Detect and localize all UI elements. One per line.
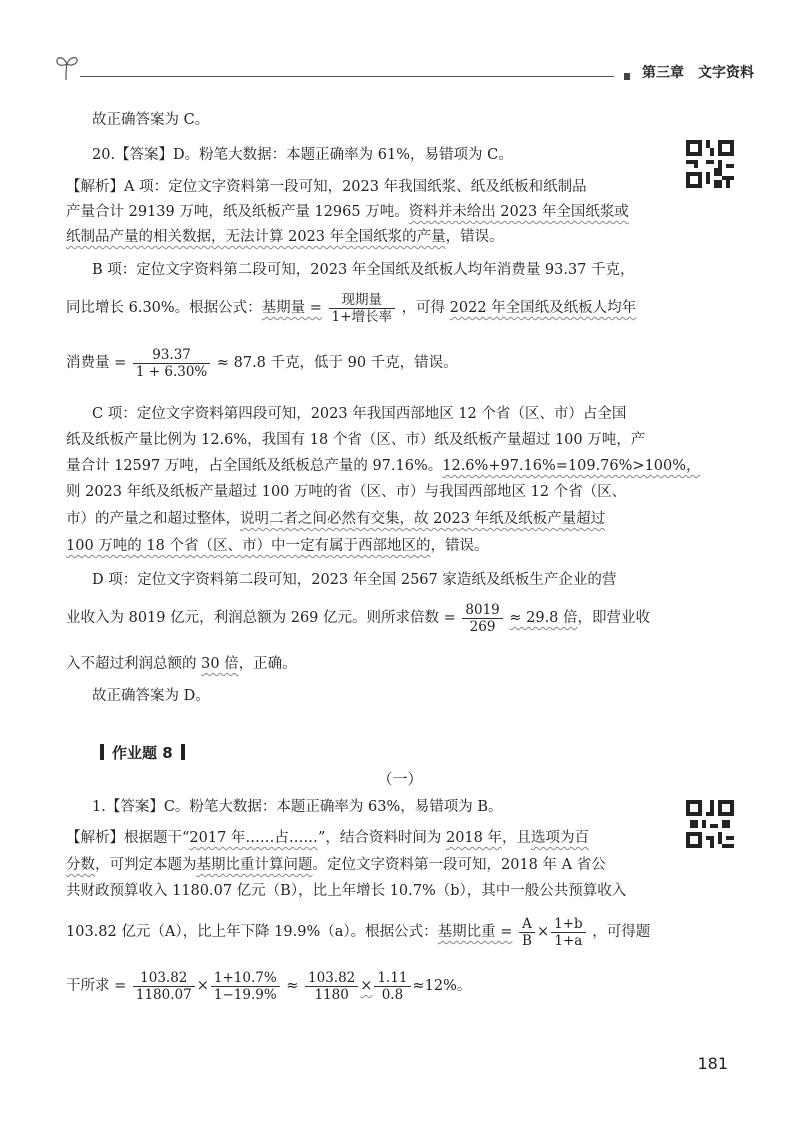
underlined-text: 2022 年全国纸及纸板人均年 [449,300,637,316]
text-span: 【解析】根据题干“ [66,830,190,846]
text-span: ，错误。 [445,229,504,245]
chapter-number: 第三章 [642,65,684,81]
fraction [133,970,195,1003]
operator: ≈ [286,978,299,994]
underlined-text: 资料并未给出 2023 年全国纸浆或 [408,204,629,220]
operator: × [360,978,373,994]
formula-label: 基期量 = [261,300,322,316]
chapter-name: 文字资料 [698,65,754,81]
fraction [133,347,210,380]
text-line: 【解析】A 项：定位文字资料第一段可知，2023 年我国纸浆、纸及纸板和纸制品 [66,179,587,195]
text-span: 业收入为 8019 亿元，利润总额为 269 亿元。则所求倍数 = [66,610,456,626]
formula-line [66,966,471,1006]
text-span: 产量合计 29139 万吨，纸及纸板产量 12965 万吨。 [66,204,409,220]
underlined-text: 2017 年……占…… [189,830,318,846]
numerator: 8019 [462,602,502,619]
page-header [54,52,754,92]
numerator: 103.82 [305,970,358,987]
denominator: 1−19.9% [213,986,277,1003]
text-line [66,654,297,674]
underlined-text: 选项为百 [530,830,589,846]
text-span: 同比增长 6.30%。根据公式： [66,300,262,316]
text-span: ，可得题 [592,924,651,940]
denominator: 269 [469,618,496,635]
underlined-text: 100 万吨的 18 个省（区、市）中一定有属于西部地区的 [66,538,431,554]
numerator: A [519,916,535,933]
numerator: 1+b [551,916,586,933]
numerator: 现期量 [329,292,395,309]
fraction [329,292,395,325]
answer-line: 1.【答案】C。粉笔大数据：本题正确率为 63%，易错项为 B。 [92,799,503,815]
text-span: 量合计 12597 万吨，占全国纸及纸板总产量的 97.16%。 [66,458,443,474]
page-number: 181 [697,1054,728,1073]
text-line [66,202,629,222]
text-line: 纸及纸板产量比例为 12.6%，我国有 18 个省（区、市）纸及纸板产量超过 100 万吨，产 [66,432,646,448]
text-line: 故正确答案为 C。 [92,112,210,128]
qr-code-icon[interactable] [686,140,734,188]
subsection-heading: （一） [377,770,423,788]
text-span: 103.82 亿元（A），比上年下降 19.9%（a）。根据公式： [66,924,438,940]
text-span: ，即营业收 [577,610,651,626]
text-line: D 项：定位文字资料第二段可知，2023 年全国 2567 家造纸及纸板生产企业的营 [92,572,617,588]
fraction [211,970,280,1003]
numerator: 1+10.7% [211,970,280,987]
formula-line [66,288,636,328]
text-span: ，低于 90 千克，错误。 [299,355,458,371]
underlined-text: 说明二者之间必然有交集，故 2023 年纸及纸板产量超过 [240,511,606,527]
header-rule-marker [624,73,630,80]
denominator: 1180 [314,986,349,1003]
text-line [66,227,504,247]
leaf-icon [54,52,80,82]
chapter-title [642,62,754,82]
numerator: 103.82 [133,970,195,987]
text-line: 故正确答案为 D。 [92,688,210,704]
denominator: 1+a [554,932,583,949]
fraction [462,602,502,635]
text-span: ，可判定本题为 [95,857,197,873]
numerator: 1.11 [374,970,410,987]
denominator: 1 + 6.30% [135,363,208,380]
section-title: 作业题 8 [112,744,173,762]
underlined-text: ≈ 29.8 倍 [509,610,578,626]
text-line: C 项：定位文字资料第四段可知，2023 年我国西部地区 12 个省（区、市）占全国 [92,406,627,422]
approximation [303,969,412,1003]
underlined-text: 纸制品产量的相关数据，无法计算 2023 年全国纸浆的产量 [66,229,446,245]
underlined-text: 分数 [66,857,95,873]
denominator: B [522,932,532,949]
text-line [66,456,701,476]
text-span: ，可得 [401,300,450,316]
text-line: 则 2023 年纸及纸板产量超过 100 万吨的省（区、市）与我国西部地区 12 个省（区、 [66,484,627,500]
qr-code-icon[interactable] [686,800,734,848]
section-heading [92,742,193,763]
underlined-text: 30 倍 [201,656,239,672]
text-span: ≈12%。 [412,978,472,994]
text-span: 干所求 = [66,978,127,994]
fraction [519,916,535,949]
text-span: 入不超过利润总额的 [66,656,202,672]
header-rule [80,76,614,77]
answer-line: 20.【答案】D。粉笔大数据：本题正确率为 61%，易错项为 C。 [92,147,513,163]
fraction [551,916,586,949]
underlined-text: 12.6%+97.16%=109.76%>100%， [442,458,701,474]
fraction [374,970,410,1003]
text-span: ，正确。 [238,656,297,672]
underlined-text: 2018 年 [445,830,502,846]
formula-label: 基期比重 = [437,924,513,940]
text-span: 消费量 = [66,355,127,371]
text-line: B 项：定位文字资料第二段可知，2023 年全国纸及纸板人均年消费量 93.37 千克， [92,262,635,278]
denominator: 1+增长率 [331,308,392,325]
text-span: 。定位文字资料第一段可知，2018 年 A 省公 [312,857,606,873]
operator: × [536,924,550,940]
fraction [305,970,358,1003]
text-line [66,855,606,875]
section-marker [100,744,104,760]
text-span: 市）的产量之和超过整体， [66,511,240,527]
underlined-text: 基期比重计算问题 [196,857,313,873]
text-line [66,536,488,556]
operator: × [196,978,209,994]
formula-line [66,912,650,952]
text-span: ≈ 87.8 千克 [216,355,300,371]
formula-line [66,598,650,638]
text-span: ”，结合资料时间为 [317,830,446,846]
text-line [66,828,589,848]
numerator: 93.37 [133,347,210,364]
denominator: 1180.07 [135,986,192,1003]
text-line [66,509,605,529]
text-span: ，且 [501,830,531,846]
text-line: 共财政预算收入 1180.07 亿元（B），比上年增长 10.7%（b），其中一般公共预算收入 [66,883,627,899]
text-span: ，错误。 [430,538,489,554]
formula-line [66,343,458,383]
denominator: 0.8 [381,986,404,1003]
section-marker [181,744,185,760]
